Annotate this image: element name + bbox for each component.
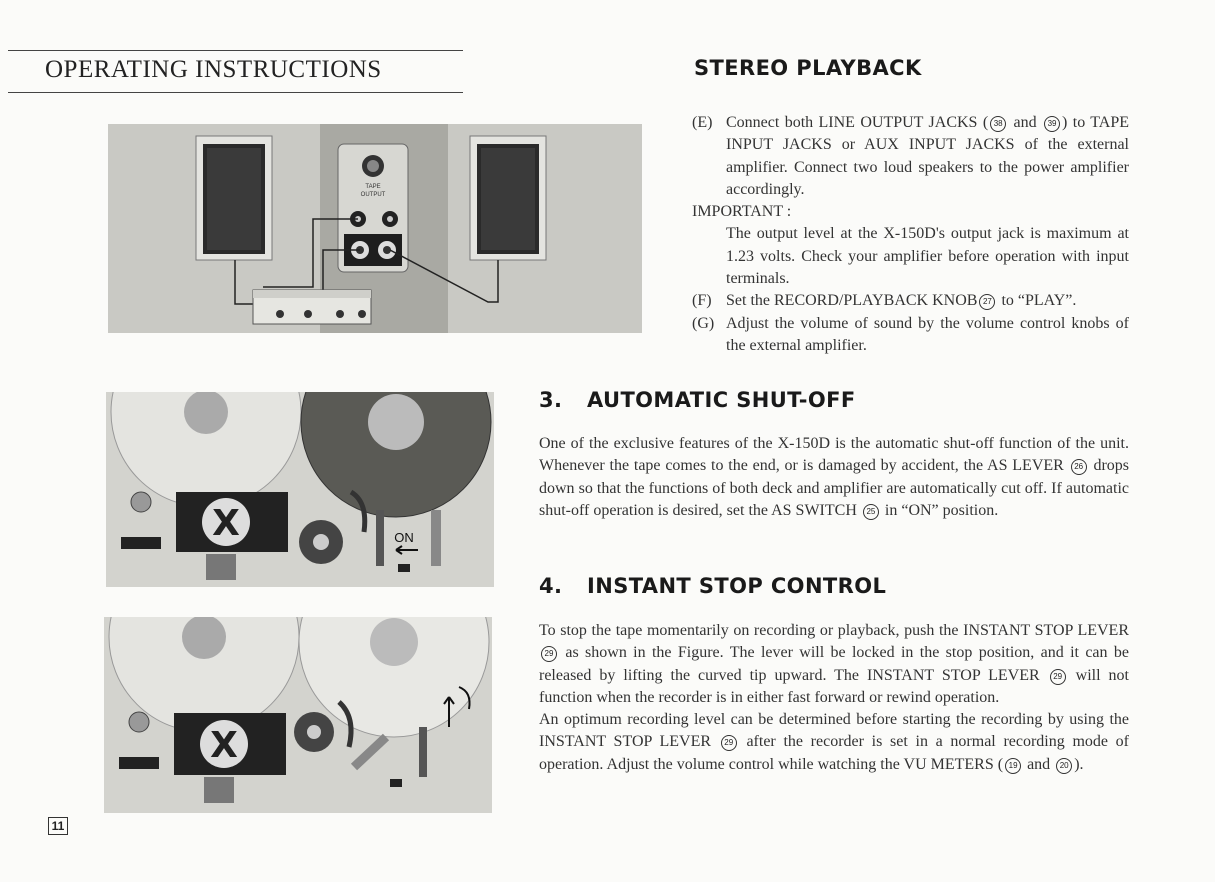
item-text: Set the RECORD/PLAYBACK KNOB xyxy=(726,292,978,310)
cross-field-logo: X xyxy=(210,725,238,766)
body-text: An optimum recording level can be determined before starting the recording by using the INSTANT STOP LEVER xyxy=(539,711,1129,751)
left-speaker xyxy=(196,136,272,260)
header-rule-top xyxy=(8,50,463,51)
section-number: 4. xyxy=(539,574,563,598)
item-text: Adjust the volume of sound by the volume control knobs of the external amplifier. xyxy=(726,314,1129,354)
body-text: One of the exclusive features of the X-150D is the automatic shut-off function of the unit. Whenever the tape comes to the end, or is damaged by accident, the AS LEVER xyxy=(539,435,1129,475)
stereo-connection-photo xyxy=(108,124,642,333)
page-title: OPERATING INSTRUCTIONS xyxy=(45,56,382,83)
instant-stop-heading xyxy=(539,574,886,598)
header-rule-bottom xyxy=(8,92,463,93)
body-text: after the recorder is set in a normal recording mode of operation. Adjust the volume control while watching the VU METERS ( xyxy=(539,733,1130,773)
section-number: 3. xyxy=(539,388,563,412)
body-text: will not function when the recorder is in either fast forward or rewind operation. xyxy=(539,666,1129,706)
auto-shutoff-photo xyxy=(106,392,494,587)
as-switch xyxy=(398,564,410,572)
instant-stop-photo xyxy=(104,617,492,813)
instant-stop-paragraph-2 xyxy=(539,709,1129,776)
ref-29-icon: 29 xyxy=(541,646,557,662)
page-number: 11 xyxy=(48,817,68,835)
stereo-item-g xyxy=(692,313,1129,358)
ref-38-icon: 38 xyxy=(990,116,1006,132)
ref-29-icon: 29 xyxy=(721,735,737,751)
external-amplifier xyxy=(253,290,371,324)
ref-19-icon: 19 xyxy=(1005,758,1021,774)
instant-stop-body xyxy=(539,620,1129,776)
jack-panel-label-top: TAPE xyxy=(365,184,381,190)
cross-field-logo: X xyxy=(212,503,240,544)
auto-shutoff-paragraph xyxy=(539,433,1129,522)
body-text: ). xyxy=(1074,755,1084,773)
ref-20-icon: 20 xyxy=(1056,758,1072,774)
important-label: IMPORTANT : xyxy=(692,203,792,221)
instant-stop-paragraph-1 xyxy=(539,620,1129,709)
body-text: and xyxy=(1023,755,1055,773)
ref-25-icon: 25 xyxy=(863,504,879,520)
body-text: as shown in the Figure. The lever will be locked in the stop position, and it can be released by lifting the curved tip upward. The INSTANT STOP LEVER xyxy=(539,644,1129,684)
item-text: Connect both LINE OUTPUT JACKS ( xyxy=(726,114,989,131)
stereo-playback-section xyxy=(692,112,1129,357)
on-label: ON xyxy=(394,530,414,545)
ref-26-icon: 26 xyxy=(1071,459,1087,475)
ref-27-icon: 27 xyxy=(979,294,995,310)
item-label: (F) xyxy=(692,292,712,310)
item-text: ) to TAPE INPUT JACKS or AUX INPUT JACKS of the external amplifier. Connect two loud speakers to the power amplifier accordingly. xyxy=(726,114,1130,198)
body-text: drops down so that the functions of both deck and amplifier are automatically cut off. If automatic shut-off operation is desired, set the AS SWITCH xyxy=(539,457,1129,519)
auto-shutoff-heading xyxy=(539,388,856,412)
important-text: The output level at the X-150D's output jack is maximum at 1.23 volts. Check your amplifier before operation with input terminals. xyxy=(726,225,1129,288)
stereo-playback-heading: STEREO PLAYBACK xyxy=(694,56,922,80)
item-text: and xyxy=(1008,114,1043,131)
stereo-item-f xyxy=(692,290,1129,312)
body-text: in “ON” position. xyxy=(880,501,999,519)
section-title: INSTANT STOP CONTROL xyxy=(587,574,887,598)
stereo-item-e xyxy=(692,112,1129,201)
body-text: To stop the tape momentarily on recording or playback, push the INSTANT STOP LEVER xyxy=(539,622,1129,639)
ref-39-icon: 39 xyxy=(1044,116,1060,132)
ref-29-icon: 29 xyxy=(1050,669,1066,685)
auto-shutoff-body xyxy=(539,433,1129,522)
jack-panel xyxy=(338,144,408,272)
section-title: AUTOMATIC SHUT-OFF xyxy=(587,388,856,412)
jack-panel-label-sub: OUTPUT xyxy=(360,192,386,198)
item-label: (G) xyxy=(692,314,715,332)
right-speaker xyxy=(470,136,546,260)
item-label: (E) xyxy=(692,114,713,131)
item-text: to “PLAY”. xyxy=(997,292,1077,310)
